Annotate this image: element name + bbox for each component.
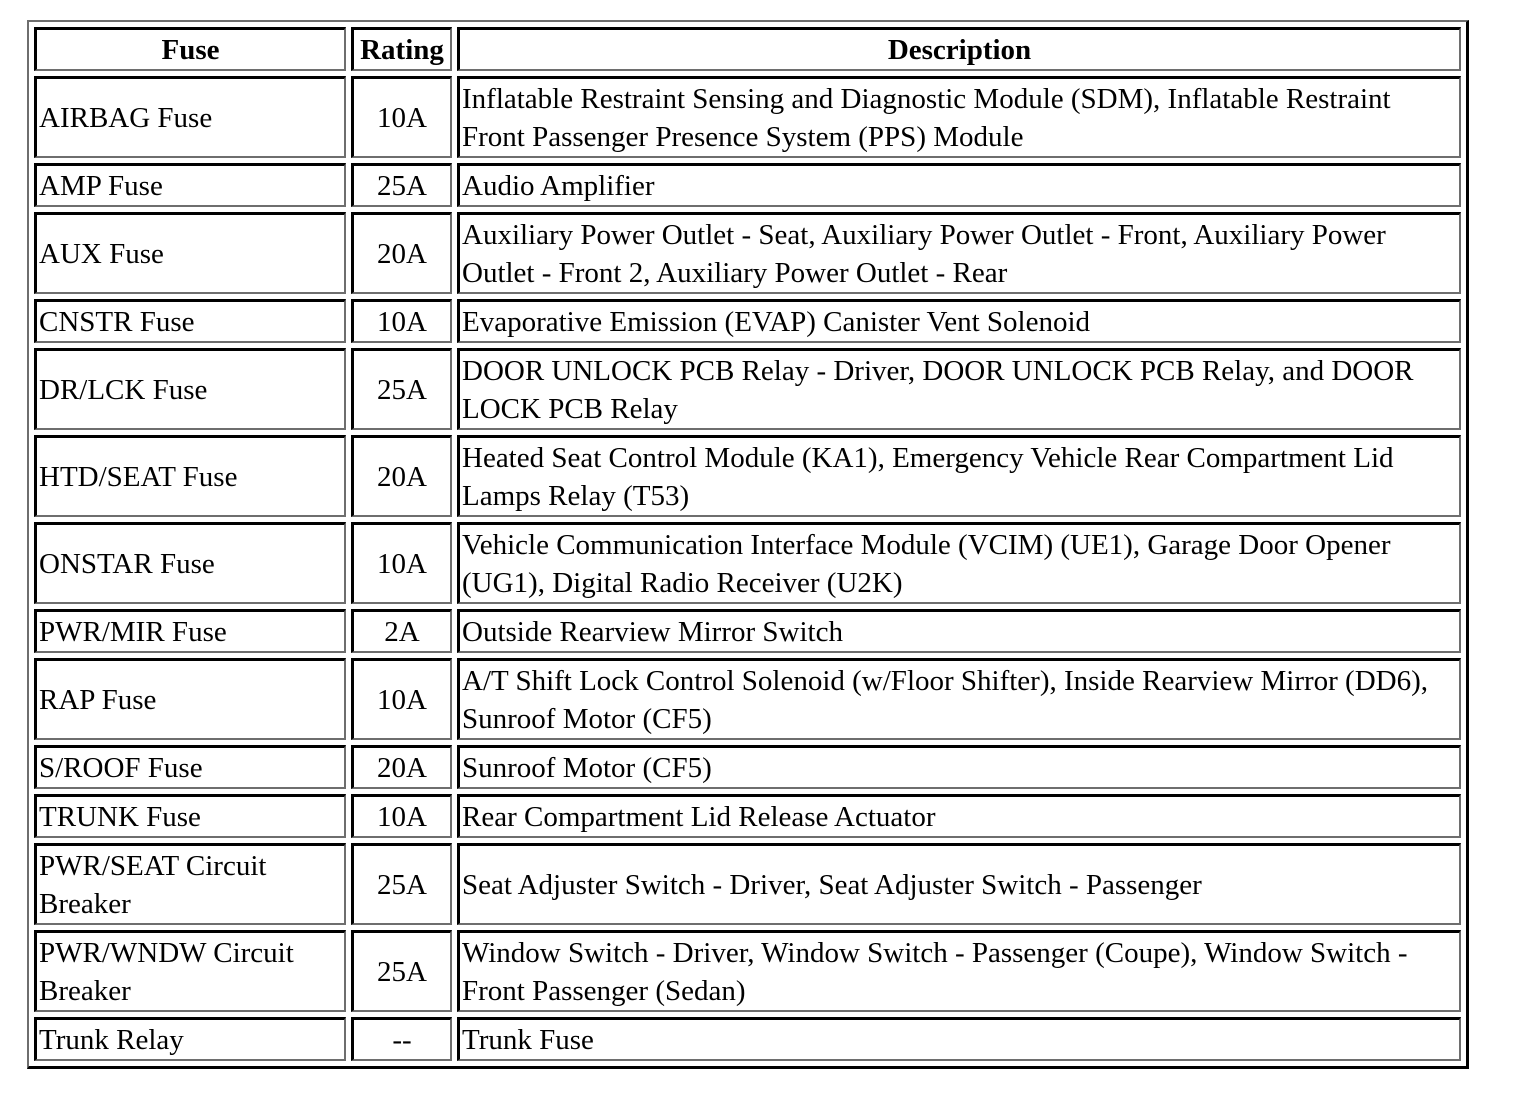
- table-row: [34, 212, 1461, 294]
- fuse-description: Inflatable Restraint Sensing and Diagnostic Module (SDM), Inflatable Restraint Front Passenger Presence System (PPS) Module: [457, 76, 1461, 158]
- fuse-rating: 25A: [351, 348, 452, 430]
- table-row: [34, 348, 1461, 430]
- header-description: Description: [457, 27, 1461, 71]
- fuse-rating: 25A: [351, 930, 452, 1012]
- header-row: [34, 27, 1461, 71]
- fuse-name: ONSTAR Fuse: [34, 522, 346, 604]
- fuse-description: Seat Adjuster Switch - Driver, Seat Adjuster Switch - Passenger: [457, 843, 1461, 925]
- table-row: [34, 930, 1461, 1012]
- table-row: [34, 1017, 1461, 1061]
- table-row: [34, 745, 1461, 789]
- fuse-name: CNSTR Fuse: [34, 299, 346, 343]
- fuse-description: Auxiliary Power Outlet - Seat, Auxiliary Power Outlet - Front, Auxiliary Power Outlet - Front 2, Auxiliary Power Outlet - Rear: [457, 212, 1461, 294]
- fuse-name: AIRBAG Fuse: [34, 76, 346, 158]
- fuse-rating: 10A: [351, 76, 452, 158]
- fuse-name: S/ROOF Fuse: [34, 745, 346, 789]
- fuse-rating: 10A: [351, 794, 452, 838]
- fuse-name: PWR/MIR Fuse: [34, 609, 346, 653]
- table-row: [34, 435, 1461, 517]
- fuse-rating: --: [351, 1017, 452, 1061]
- fuse-description: Outside Rearview Mirror Switch: [457, 609, 1461, 653]
- fuse-rating: 2A: [351, 609, 452, 653]
- fuse-name: Trunk Relay: [34, 1017, 346, 1061]
- table-row: [34, 794, 1461, 838]
- header-fuse: Fuse: [34, 27, 346, 71]
- fuse-name: PWR/WNDW Circuit Breaker: [34, 930, 346, 1012]
- fuse-description: DOOR UNLOCK PCB Relay - Driver, DOOR UNLOCK PCB Relay, and DOOR LOCK PCB Relay: [457, 348, 1461, 430]
- fuse-table: [27, 20, 1469, 1069]
- table-row: [34, 609, 1461, 653]
- fuse-name: AMP Fuse: [34, 163, 346, 207]
- table-row: [34, 76, 1461, 158]
- table-row: [34, 299, 1461, 343]
- table-row: [34, 522, 1461, 604]
- fuse-rating: 25A: [351, 843, 452, 925]
- fuse-description: Vehicle Communication Interface Module (VCIM) (UE1), Garage Door Opener (UG1), Digital Radio Receiver (U2K): [457, 522, 1461, 604]
- fuse-rating: 10A: [351, 658, 452, 740]
- fuse-description: A/T Shift Lock Control Solenoid (w/Floor Shifter), Inside Rearview Mirror (DD6), Sunroof Motor (CF5): [457, 658, 1461, 740]
- fuse-table-container: [27, 20, 1469, 1069]
- fuse-name: AUX Fuse: [34, 212, 346, 294]
- fuse-description: Sunroof Motor (CF5): [457, 745, 1461, 789]
- fuse-rating: 25A: [351, 163, 452, 207]
- fuse-description: Trunk Fuse: [457, 1017, 1461, 1061]
- fuse-description: Window Switch - Driver, Window Switch - Passenger (Coupe), Window Switch - Front Passenger (Sedan): [457, 930, 1461, 1012]
- fuse-name: DR/LCK Fuse: [34, 348, 346, 430]
- fuse-rating: 20A: [351, 745, 452, 789]
- table-row: [34, 658, 1461, 740]
- fuse-description: Evaporative Emission (EVAP) Canister Vent Solenoid: [457, 299, 1461, 343]
- fuse-rating: 20A: [351, 212, 452, 294]
- fuse-description: Rear Compartment Lid Release Actuator: [457, 794, 1461, 838]
- fuse-description: Heated Seat Control Module (KA1), Emergency Vehicle Rear Compartment Lid Lamps Relay (T53): [457, 435, 1461, 517]
- fuse-rating: 10A: [351, 522, 452, 604]
- table-row: [34, 843, 1461, 925]
- fuse-name: TRUNK Fuse: [34, 794, 346, 838]
- fuse-rating: 20A: [351, 435, 452, 517]
- fuse-name: RAP Fuse: [34, 658, 346, 740]
- table-row: [34, 163, 1461, 207]
- fuse-name: HTD/SEAT Fuse: [34, 435, 346, 517]
- header-rating: Rating: [351, 27, 452, 71]
- fuse-rating: 10A: [351, 299, 452, 343]
- fuse-name: PWR/SEAT Circuit Breaker: [34, 843, 346, 925]
- fuse-description: Audio Amplifier: [457, 163, 1461, 207]
